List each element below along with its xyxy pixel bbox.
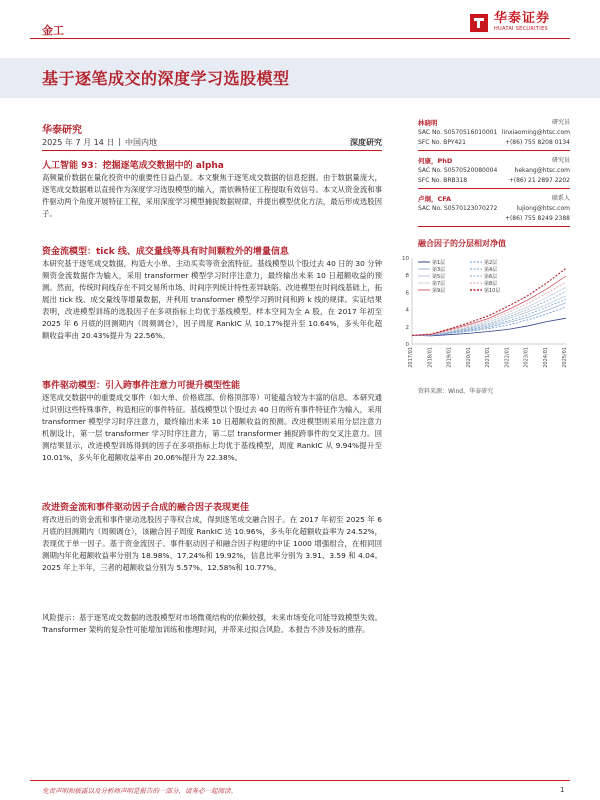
report-region: 中国内地 bbox=[125, 138, 158, 147]
x-tick-label: 2023/01 bbox=[523, 347, 530, 368]
y-tick-label: 0 bbox=[405, 342, 409, 348]
brand-name-en: HUATAI SECURITIES bbox=[494, 26, 548, 32]
x-tick-label: 2020/01 bbox=[465, 347, 472, 368]
y-tick-label: 10 bbox=[402, 256, 409, 262]
footer-divider bbox=[30, 780, 570, 781]
analyst-card-3 bbox=[418, 194, 570, 224]
legend-label: 第6层 bbox=[484, 274, 498, 280]
brand-name-cn: 华泰证券 bbox=[494, 11, 551, 26]
analyst-sfc: SFC No. BPY421 bbox=[418, 139, 466, 146]
analyst-card-2 bbox=[418, 156, 570, 186]
section-heading-4: 改进资金流和事件驱动因子合成的融合因子表现更佳 bbox=[42, 503, 250, 513]
legend-label: 第1层 bbox=[432, 260, 446, 266]
series-line-4 bbox=[412, 299, 566, 335]
analyst-email[interactable]: hekang@htsc.com bbox=[514, 167, 570, 174]
section-heading-2: 资金流模型：tick 线、成交量线等具有时间颗粒外的增量信息 bbox=[42, 247, 289, 257]
analyst-phone: +(86) 755 8249 2388 bbox=[504, 215, 570, 222]
analyst-card-1 bbox=[418, 118, 570, 148]
x-tick-label: 2021/01 bbox=[485, 347, 491, 368]
brand-logo bbox=[470, 12, 550, 33]
risk-warning: 风险提示：基于逐笔成交数据的选股模型对市场微观结构的依赖较强，未来市场变化可能导致模型失效。Transformer 架构的复杂性可能增加训练和推理时间，并带来过拟合风险。本报告不涉及标的推荐。 bbox=[42, 613, 382, 634]
legend-label: 第4层 bbox=[484, 267, 498, 273]
analyst-sfc: SFC No. BRB318 bbox=[418, 177, 468, 184]
chart-title: 融合因子的分层相对净值 bbox=[418, 239, 506, 248]
legend-label: 第9层 bbox=[432, 288, 446, 294]
report-type: 深度研究 bbox=[350, 138, 382, 147]
analyst-sac: SAC No. S0570520080004 bbox=[418, 167, 498, 174]
report-date: 2025 年 7 月 14 日 bbox=[42, 138, 115, 147]
legend-label: 第8层 bbox=[484, 281, 498, 287]
stratified-nav-chart bbox=[390, 252, 570, 374]
legend-label: 第2层 bbox=[484, 260, 498, 266]
y-tick-label: 6 bbox=[405, 290, 409, 297]
section-body-4: 将改进后的资金流和事件驱动选股因子等权合成，得到逐笔成交融合因子。在 2017 年初至 2025 年 6 月底的回测期内（周频调仓），该融合因子周度 RankIC 达 10.96%，多头年化超额收益率为 24.52%，表现优于单一因子。基于资金流因子、事件驱动因子和融合因子构建的中证 1000 增强组合，在相同回测期内年化超额收益率分别为 18.98%、17.24%和 19.92%，信息比率分别为 3.91、3.59 和 4.04。2025 年上半年，三者的超额收益分别为 5.57%、12.58%和 10.77%。 bbox=[42, 515, 382, 572]
analyst-name: 何康，PhD bbox=[418, 157, 453, 165]
series-line-3 bbox=[412, 303, 566, 336]
x-tick-label: 2018/01 bbox=[427, 347, 434, 368]
section-body-1: 高频量价数据在量化投资中的重要性日益凸显。本文聚焦于逐笔成交数据的信息挖掘。由于数据量庞大，逐笔成交数据难以直接作为深度学习选股模型的输入，需依赖特征工程提取有效信号。本文从资金流和事件驱动两个角度开展特征工程，采用深度学习模型捕捉数据规律，并提出模型优化方法，最后形成选股因子。 bbox=[42, 173, 382, 218]
section-heading-3: 事件驱动模型：引入跨事件注意力可提升模型性能 bbox=[42, 381, 241, 391]
brand-mark-icon bbox=[470, 14, 488, 32]
analyst-email[interactable]: linxiaoming@htsc.com bbox=[501, 129, 570, 136]
analyst-divider bbox=[418, 226, 570, 227]
x-tick-label: 2017/01 bbox=[408, 347, 414, 368]
y-tick-label: 2 bbox=[405, 324, 409, 331]
x-tick-label: 2019/01 bbox=[446, 347, 453, 368]
analyst-phone: +(86) 755 8208 0134 bbox=[504, 139, 570, 146]
footer-disclaimer: 免责声明和披露以及分析师声明是报告的一部分，请务必一起阅读。 bbox=[42, 787, 237, 795]
analyst-role: 研究员 bbox=[551, 157, 570, 164]
date-row bbox=[42, 137, 382, 148]
section-label: 金工 bbox=[42, 24, 64, 37]
analyst-divider bbox=[418, 188, 570, 189]
chart-source: 资料来源：Wind，华泰研究 bbox=[418, 388, 494, 395]
x-tick-label: 2022/01 bbox=[504, 347, 511, 368]
y-tick-label: 4 bbox=[405, 307, 409, 314]
legend-label: 第7层 bbox=[432, 281, 446, 287]
analyst-divider bbox=[418, 150, 570, 151]
y-tick-label: 8 bbox=[405, 273, 409, 280]
date-separator: | bbox=[118, 137, 122, 146]
legend-label: 第10层 bbox=[484, 288, 501, 294]
analyst-role: 联系人 bbox=[551, 195, 570, 202]
meta-divider bbox=[42, 150, 382, 151]
legend-label: 第5层 bbox=[432, 274, 446, 280]
analyst-sac: SAC No. S0570516010001 bbox=[418, 129, 498, 136]
series-line-5 bbox=[412, 296, 566, 336]
analyst-email[interactable]: lujiong@htsc.com bbox=[516, 205, 570, 212]
section-body-3: 逐笔成交数据中的重要成交事件（如大单、价格底部、价格顶部等）可能蕴含较为丰富的信息。本研究通过识别这些特殊事件，构造相应的事件特征。基线模型以个股过去 40 日的所有事件特征作为输入，采用 transformer 模型学习时序注意力，最终输出未来 10 日超额收益的预测。改进模型则采用分层注意力机制设计，第一层 transformer 学习时序注意力，第二层 transformer 捕捉跨事件的交叉注意力。回测结果显示，改进模型训练得到的因子在多项指标上均优于基线模型，周度 RankIC 从 9.94%提升至 10.01%，多头年化超额收益率由 20.06%提升为 22.38%。 bbox=[42, 393, 382, 462]
analyst-name: 林晓明 bbox=[418, 119, 438, 127]
analyst-role: 研究员 bbox=[551, 119, 570, 126]
section-heading-1: 人工智能 93：挖掘逐笔成交数据中的 alpha bbox=[42, 161, 224, 171]
x-tick-label: 2024/01 bbox=[542, 347, 549, 368]
header-divider bbox=[30, 38, 570, 39]
page-number: 1 bbox=[560, 786, 565, 794]
x-tick-label: 2025/01 bbox=[562, 347, 568, 368]
analyst-phone: +(86) 21 2897 2202 bbox=[508, 177, 570, 184]
analyst-name: 卢炯，CFA bbox=[418, 195, 451, 203]
analyst-sac: SAC No. S0570123070272 bbox=[418, 205, 498, 212]
report-title: 基于逐笔成交的深度学习选股模型 bbox=[42, 69, 290, 88]
legend-label: 第3层 bbox=[432, 267, 446, 273]
section-body-2: 本研究基于逐笔成交数据，构造大小单、主动买卖等资金流特征。基线模型以个股过去 40 日的 30 分钟频资金流数据作为输入，采用 transformer 模型学习时序注意力，最终输出未来 10 日超额收益的预测。然而，传统时间线存在不同交易所市场、时间序列统计特性差异缺陷。改进模型在时间线基础上，拓展出 tick 线、成交量线等增量数据，并利用 transformer 模型学习跨时间和跨 k 线的规律。实证结果表明，改进模型训练的选股因子在多项指标上均优于基线模型。样本空间为全 A 股，在 2017 年初至 2025 年 6 月底的回测期内（周频调仓），因子周度 RankIC 从 10.17%提升至 10.64%，多头年化超额收益率由 20.43%提升为 22.56%。 bbox=[42, 259, 382, 340]
research-label: 华泰研究 bbox=[42, 125, 82, 136]
